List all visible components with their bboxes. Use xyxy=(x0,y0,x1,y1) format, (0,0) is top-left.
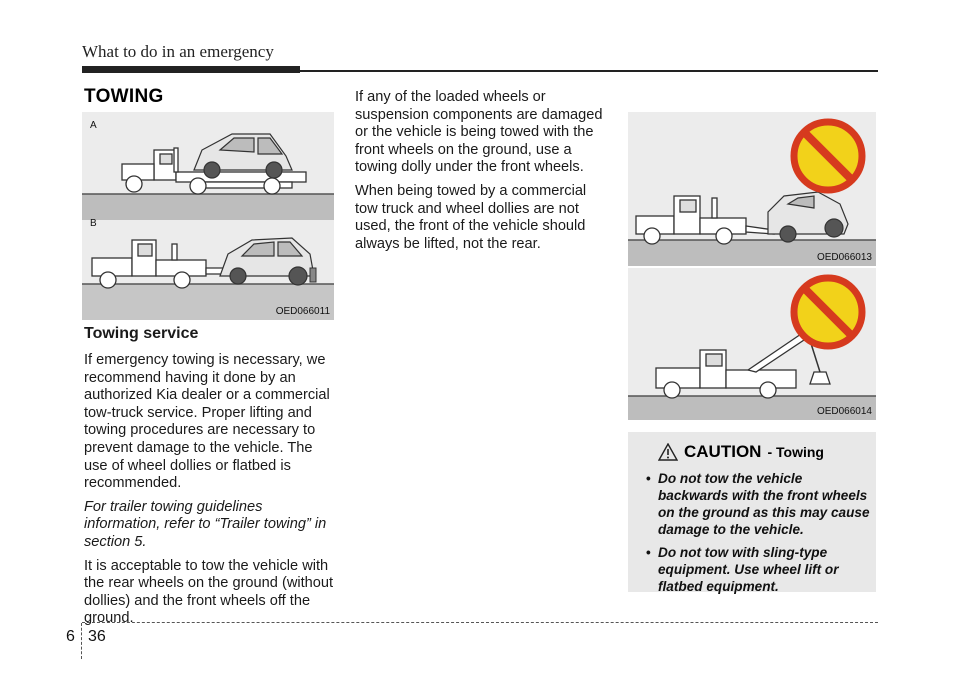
towing-methods-illustration xyxy=(82,112,334,320)
wheel-lift-truck xyxy=(92,240,232,288)
chapter-header: What to do in an emergency xyxy=(82,42,274,61)
caution-item: • Do not tow the vehicle backwards with the front wheels on the ground as this may cause damage to the vehicle. xyxy=(640,470,870,538)
figure-prohibited-front-on-ground xyxy=(628,112,876,266)
middle-column xyxy=(355,89,607,259)
towing-service-paragraph-1: If emergency towing is necessary, we recommend having it done by an authorized Kia dealer or a commercial tow-truck service. Proper lifting and towing procedures are necessary to prevent damage to the vehicle. The use of wheel dollies or flatbed is recommended. xyxy=(84,352,330,492)
caution-item: • Do not tow with sling-type equipment. Use wheel lift or flatbed equipment. xyxy=(640,544,870,595)
prohibit-sign xyxy=(794,278,862,346)
towing-service-column xyxy=(84,324,336,634)
lifted-car xyxy=(220,238,314,285)
caution-title: CAUTION xyxy=(684,442,762,461)
footer-section-number: 6 xyxy=(66,628,75,645)
caution-subtitle: - Towing xyxy=(767,444,824,460)
figure-code-right-bottom: OED066014 xyxy=(816,406,872,417)
towing-service-title: Towing service xyxy=(84,325,199,342)
caution-header xyxy=(658,442,824,462)
figure-label-a: A xyxy=(90,120,97,131)
caution-list xyxy=(640,470,870,601)
towing-service-paragraph-2: For trailer towing guidelines information, refer to “Trailer towing” in section 5. xyxy=(84,498,327,550)
header-rule-thin xyxy=(82,70,878,72)
prohibited-towing-illustration-1 xyxy=(628,112,876,266)
footer-rule xyxy=(82,622,878,623)
caution-box xyxy=(628,432,876,592)
middle-paragraph-1: If any of the loaded wheels or suspension components are damaged or the vehicle is being towed with the front wheels on the ground, use a towing dolly under the front wheels. xyxy=(355,89,603,176)
figure-label-b: B xyxy=(90,218,97,229)
footer-divider xyxy=(81,623,82,659)
figure-prohibited-sling-type xyxy=(628,268,876,420)
warning-triangle-icon xyxy=(658,443,678,461)
footer-page-number: 36 xyxy=(88,628,106,645)
towing-service-paragraph-3: It is acceptable to tow the vehicle with the rear wheels on the ground (without dollies) and the front wheels off the ground. xyxy=(84,557,334,627)
prohibited-towing-illustration-2 xyxy=(628,268,876,420)
middle-paragraph-2: When being towed by a commercial tow truck and wheel dollies are not used, the front of the vehicle should always be lifted, not the rear. xyxy=(355,182,587,252)
figure-code-right-top: OED066013 xyxy=(816,252,872,263)
figure-towing-methods xyxy=(82,112,334,320)
figure-code-left: OED066011 xyxy=(275,306,330,317)
section-title: TOWING xyxy=(84,86,164,107)
prohibit-sign xyxy=(794,122,862,190)
